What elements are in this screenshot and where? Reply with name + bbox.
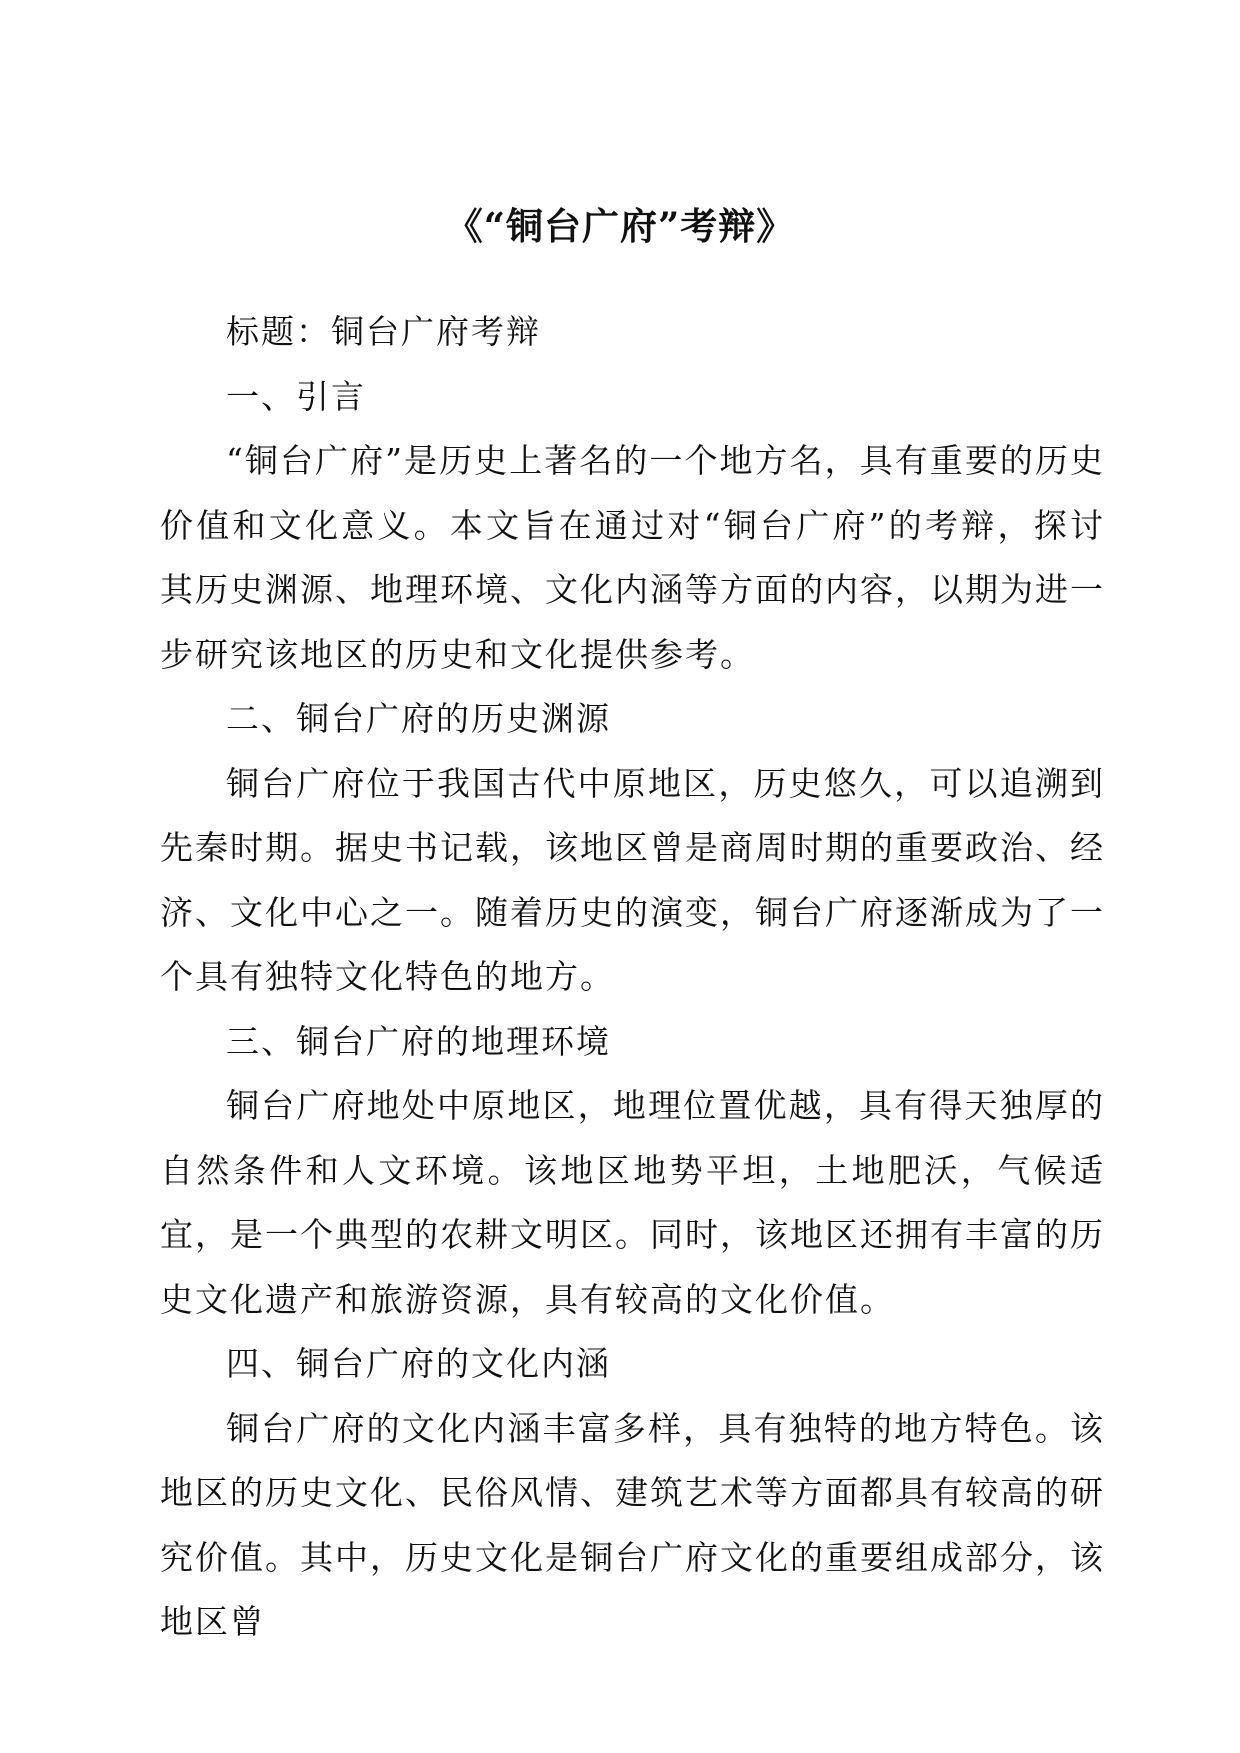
paragraph-geography: 铜台广府地处中原地区，地理位置优越，具有得天独厚的自然条件和人文环境。该地区地势平坦，土地肥沃，气候适宜，是一个典型的农耕文明区。同时，该地区还拥有丰富的历史文化遗产和旅游资源，具有较高的文化价值。 [160, 1086, 1105, 1319]
section-heading-introduction: 一、引言 [226, 376, 366, 416]
section-heading-geography: 三、铜台广府的地理环境 [226, 1021, 611, 1061]
document-body [160, 300, 1105, 1655]
document-title: 《“铜台广府”考辩》 [445, 204, 795, 248]
paragraph-history: 铜台广府位于我国古代中原地区，历史悠久，可以追溯到先秦时期。据史书记载，该地区曾是商周时期的重要政治、经济、文化中心之一。随着历史的演变，铜台广府逐渐成为了一个具有独特文化特色的地方。 [160, 763, 1105, 996]
subtitle-line: 标题：铜台广府考辩 [226, 312, 541, 351]
paragraph-culture: 铜台广府的文化内涵丰富多样，具有独特的地方特色。该地区的历史文化、民俗风情、建筑艺术等方面都具有较高的研究价值。其中，历史文化是铜台广府文化的重要组成部分，该地区曾 [160, 1408, 1105, 1641]
section-heading-history: 二、铜台广府的历史渊源 [226, 699, 611, 738]
paragraph-introduction: “铜台广府”是历史上著名的一个地方名，具有重要的历史价值和文化意义。本文旨在通过对“铜台广府”的考辩，探讨其历史渊源、地理环境、文化内涵等方面的内容，以期为进一步研究该地区的历史和文化提供参考。 [160, 441, 1105, 674]
section-heading-culture: 四、铜台广府的文化内涵 [226, 1344, 611, 1383]
